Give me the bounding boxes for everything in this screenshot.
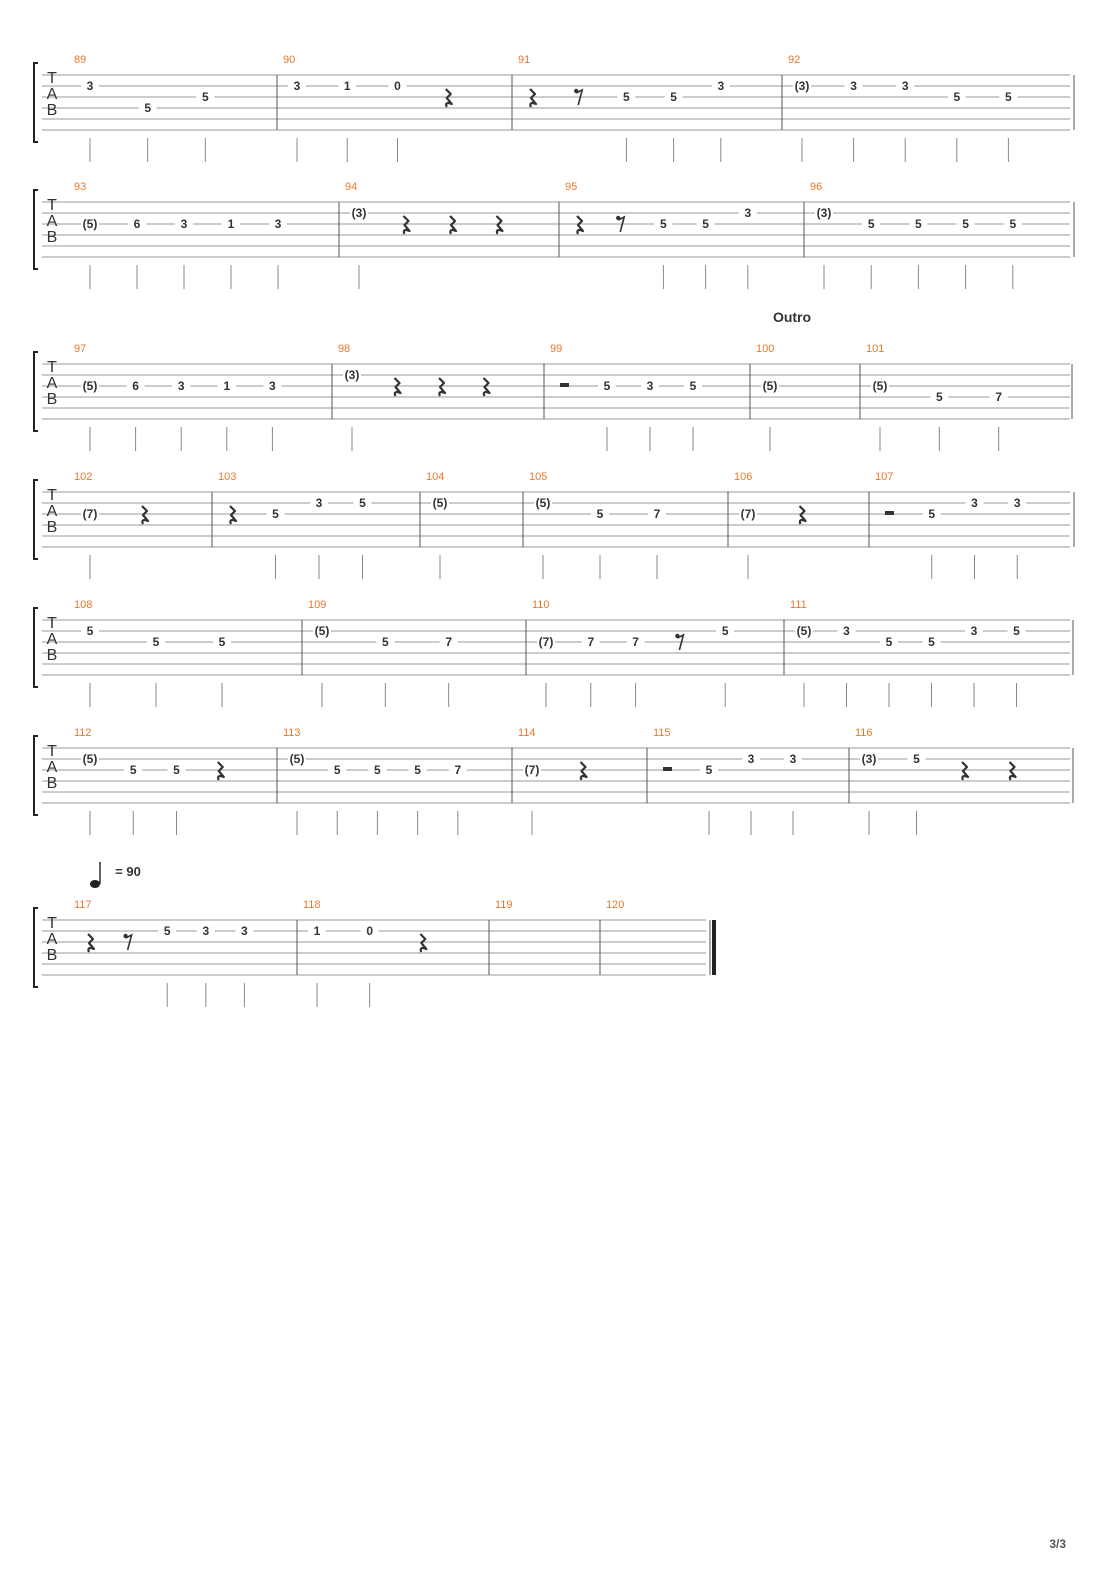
fret-number: 7 <box>587 635 595 649</box>
fret-number: 5 <box>1013 624 1020 638</box>
fret-number: 7 <box>995 390 1003 404</box>
tab-clef-letter: B <box>46 775 58 792</box>
fret-number: 3 <box>274 217 282 231</box>
quarter-note-icon <box>90 880 100 888</box>
tab-clef-letter: B <box>46 647 58 664</box>
bar-number: 102 <box>74 471 93 483</box>
tab-clef-letter: T <box>47 615 57 632</box>
quarter-rest <box>577 216 583 234</box>
quarter-rest <box>439 378 445 396</box>
fret-number: 5 <box>928 635 935 649</box>
page-number: 3/3 <box>1049 1537 1066 1551</box>
fret-number: (7) <box>740 507 756 521</box>
fret-number: 5 <box>689 379 697 393</box>
bar-number: 105 <box>529 471 548 483</box>
system-bracket <box>34 480 38 559</box>
quarter-rest <box>404 216 410 234</box>
fret-number: 5 <box>144 101 152 115</box>
quarter-rest <box>395 378 401 396</box>
bar-number: 97 <box>74 343 87 355</box>
bar-number: 89 <box>74 54 87 66</box>
fret-number: 3 <box>177 379 185 393</box>
tab-clef-letter: B <box>46 102 58 119</box>
fret-number: 5 <box>333 763 341 777</box>
system-bracket <box>34 908 38 987</box>
tab-clef-letter: T <box>47 359 57 376</box>
fret-number: 5 <box>152 635 160 649</box>
bar-number: 94 <box>345 181 358 193</box>
bar-number: 115 <box>653 727 671 739</box>
quarter-rest <box>446 89 452 107</box>
quarter-rest <box>800 506 806 524</box>
fret-number: 5 <box>935 390 943 404</box>
bar-number: 117 <box>74 899 92 911</box>
half-rest <box>560 383 569 387</box>
tab-clef-letter: A <box>46 213 58 230</box>
quarter-rest <box>962 762 968 780</box>
tab-clef-letter: T <box>47 487 57 504</box>
fret-number: (5) <box>796 624 812 638</box>
fret-number: 5 <box>670 90 677 104</box>
fret-number: 5 <box>915 217 922 231</box>
bar-number: 93 <box>74 181 87 193</box>
bar-number: 100 <box>756 343 775 355</box>
fret-number: 6 <box>133 217 141 231</box>
tempo-value: = 90 <box>115 864 141 879</box>
bar-number: 116 <box>855 727 873 739</box>
tab-clef-letter: A <box>46 503 58 520</box>
fret-number: (7) <box>82 507 98 521</box>
fret-number: 3 <box>180 217 188 231</box>
bar-number: 118 <box>303 899 321 911</box>
fret-number: (5) <box>535 496 551 510</box>
fret-number: 7 <box>445 635 453 649</box>
fret-number: 7 <box>454 763 462 777</box>
fret-number: 5 <box>721 624 729 638</box>
fret-number: 5 <box>623 90 630 104</box>
fret-number: (3) <box>344 368 360 382</box>
fret-number: 3 <box>747 752 755 766</box>
fret-number: (5) <box>82 217 98 231</box>
fret-number: 5 <box>173 763 180 777</box>
fret-number: 3 <box>202 924 210 938</box>
fret-number: 3 <box>970 624 978 638</box>
fret-number: 5 <box>928 507 936 521</box>
fret-number: 0 <box>366 924 374 938</box>
fret-number: 0 <box>394 79 401 93</box>
fret-number: 3 <box>717 79 725 93</box>
tab-clef-letter: T <box>47 70 57 87</box>
tab-clef-letter: A <box>46 86 58 103</box>
bar-number: 101 <box>866 343 885 355</box>
fret-number: 5 <box>962 217 969 231</box>
fret-number: 5 <box>867 217 875 231</box>
fret-number: (3) <box>351 206 367 220</box>
fret-number: (5) <box>432 496 448 510</box>
fret-number: 5 <box>913 752 920 766</box>
tab-clef-letter: T <box>47 743 57 760</box>
quarter-rest <box>88 934 94 952</box>
fret-number: (5) <box>82 752 98 766</box>
fret-number: 5 <box>885 635 893 649</box>
tab-clef-letter: B <box>46 391 58 408</box>
fret-number: 3 <box>293 79 301 93</box>
fret-number: 3 <box>744 206 752 220</box>
tab-clef-letter: B <box>46 229 58 246</box>
fret-number: 1 <box>227 217 235 231</box>
fret-number: 5 <box>414 763 421 777</box>
bar-number: 96 <box>810 181 823 193</box>
fret-number: 5 <box>660 217 667 231</box>
bar-number: 91 <box>518 54 531 66</box>
fret-number: 3 <box>1013 496 1021 510</box>
bar-number: 119 <box>495 899 513 911</box>
fret-number: 5 <box>1009 217 1017 231</box>
system-bracket <box>34 608 38 687</box>
tab-clef-letter: A <box>46 931 58 948</box>
quarter-rest <box>230 506 236 524</box>
fret-number: 3 <box>971 496 978 510</box>
bar-number: 90 <box>283 54 296 66</box>
bar-number: 103 <box>218 471 237 483</box>
quarter-rest <box>450 216 456 234</box>
bar-number: 104 <box>426 471 445 483</box>
bar-number: 120 <box>606 899 625 911</box>
fret-number: (5) <box>872 379 888 393</box>
bar-number: 95 <box>565 181 578 193</box>
fret-number: 3 <box>843 624 850 638</box>
fret-number: 5 <box>218 635 226 649</box>
fret-number: 7 <box>653 507 661 521</box>
fret-number: 3 <box>789 752 797 766</box>
tab-clef-letter: A <box>46 759 58 776</box>
fret-number: 5 <box>705 763 713 777</box>
fret-number: 5 <box>596 507 604 521</box>
bar-number: 113 <box>283 727 301 739</box>
quarter-rest <box>1010 762 1016 780</box>
fret-number: 5 <box>129 763 137 777</box>
system-bracket <box>34 352 38 431</box>
fret-number: 5 <box>86 624 94 638</box>
fret-number: 3 <box>646 379 654 393</box>
fret-number: 3 <box>315 496 323 510</box>
fret-number: 7 <box>632 635 639 649</box>
bar-number: 106 <box>734 471 753 483</box>
bar-number: 110 <box>532 599 550 611</box>
tab-clef-letter: B <box>46 519 58 536</box>
quarter-rest <box>484 378 490 396</box>
tab-clef-letter: A <box>46 631 58 648</box>
fret-number: 5 <box>381 635 389 649</box>
bar-number: 114 <box>518 727 536 739</box>
tab-clef-letter: A <box>46 375 58 392</box>
bar-number: 99 <box>550 343 563 355</box>
fret-number: 3 <box>241 924 248 938</box>
fret-number: 5 <box>953 90 961 104</box>
fret-number: 5 <box>272 507 279 521</box>
system-bracket <box>34 736 38 815</box>
bar-number: 98 <box>338 343 351 355</box>
bar-number: 111 <box>790 599 807 611</box>
fret-number: 5 <box>1005 90 1012 104</box>
fret-number: 5 <box>359 496 366 510</box>
fret-number: 5 <box>374 763 381 777</box>
fret-number: (5) <box>82 379 98 393</box>
fret-number: 1 <box>343 79 351 93</box>
bar-number: 107 <box>875 471 894 483</box>
tab-clef-letter: B <box>46 947 58 964</box>
fret-number: (3) <box>794 79 810 93</box>
fret-number: 1 <box>313 924 321 938</box>
fret-number: 5 <box>163 924 171 938</box>
fret-number: 3 <box>850 79 857 93</box>
system-bracket <box>34 63 38 142</box>
bar-number: 112 <box>74 727 92 739</box>
quarter-rest <box>530 89 536 107</box>
section-label: Outro <box>772 309 812 325</box>
bar-number: 108 <box>74 599 93 611</box>
half-rest <box>663 767 672 771</box>
fret-number: (5) <box>314 624 330 638</box>
system-bracket <box>34 190 38 269</box>
fret-number: 3 <box>901 79 909 93</box>
fret-number: 5 <box>603 379 611 393</box>
fret-number: (7) <box>524 763 540 777</box>
quarter-rest <box>142 506 148 524</box>
tab-clef-letter: T <box>47 915 57 932</box>
fret-number: 3 <box>269 379 276 393</box>
tab-clef-letter: T <box>47 197 57 214</box>
fret-number: (3) <box>816 206 832 220</box>
quarter-rest <box>218 762 224 780</box>
fret-number: (5) <box>289 752 305 766</box>
bar-number: 109 <box>308 599 327 611</box>
quarter-rest <box>497 216 503 234</box>
fret-number: 5 <box>201 90 209 104</box>
bar-number: 92 <box>788 54 801 66</box>
fret-number: (3) <box>861 752 877 766</box>
fret-number: 3 <box>86 79 94 93</box>
quarter-rest <box>581 762 587 780</box>
quarter-rest <box>420 934 426 952</box>
fret-number: (7) <box>538 635 554 649</box>
fret-number: 5 <box>702 217 709 231</box>
fret-number: 6 <box>132 379 139 393</box>
fret-number: (5) <box>762 379 778 393</box>
half-rest <box>885 511 894 515</box>
fret-number: 1 <box>223 379 231 393</box>
